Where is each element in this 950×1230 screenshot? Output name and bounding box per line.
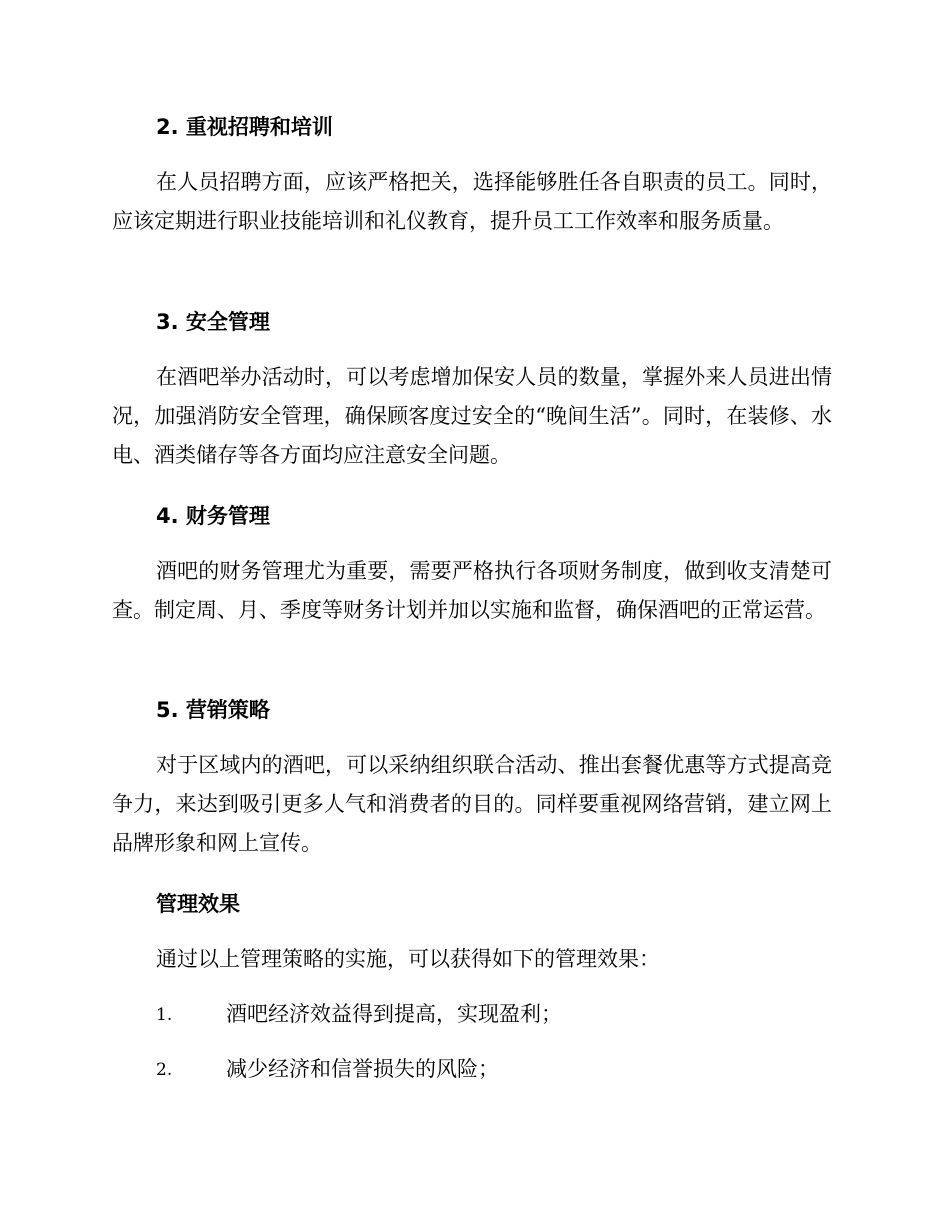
section-paragraph-recruitment: 在人员招聘方面，应该严格把关，选择能够胜任各自职责的员工。同时，应该定期进行职业技能培训和礼仪教育，提升员工工作效率和服务质量。 <box>112 170 832 233</box>
effects-intro: 通过以上管理策略的实施，可以获得如下的管理效果： <box>156 947 660 971</box>
section-heading-security: 3. 安全管理 <box>156 310 270 334</box>
section-heading-marketing: 5. 营销策略 <box>156 698 270 722</box>
list-item-text: 减少经济和信誉损失的风险； <box>226 1057 499 1081</box>
section-paragraph-security: 在酒吧举办活动时，可以考虑增加保安人员的数量，掌握外来人员进出情况，加强消防安全管理，确保顾客度过安全的“晚间生活”。同时，在装修、水电、酒类储存等各方面均应注意安全问题。 <box>112 365 832 467</box>
section-heading-recruitment: 2. 重视招聘和培训 <box>156 115 333 139</box>
section-paragraph-finance: 酒吧的财务管理尤为重要，需要严格执行各项财务制度，做到收支清楚可查。制定周、月、季度等财务计划并加以实施和监督，确保酒吧的正常运营。 <box>112 559 832 622</box>
list-item-text: 酒吧经济效益得到提高，实现盈利； <box>226 1002 562 1026</box>
list-item-number: 2. <box>156 1060 173 1080</box>
effects-heading: 管理效果 <box>156 892 240 916</box>
list-item-number: 1. <box>156 1005 173 1025</box>
section-heading-finance: 4. 财务管理 <box>156 504 270 528</box>
section-paragraph-marketing: 对于区域内的酒吧，可以采纳组织联合活动、推出套餐优惠等方式提高竞争力，来达到吸引更多人气和消费者的目的。同样要重视网络营销，建立网上品牌形象和网上宣传。 <box>112 753 832 855</box>
